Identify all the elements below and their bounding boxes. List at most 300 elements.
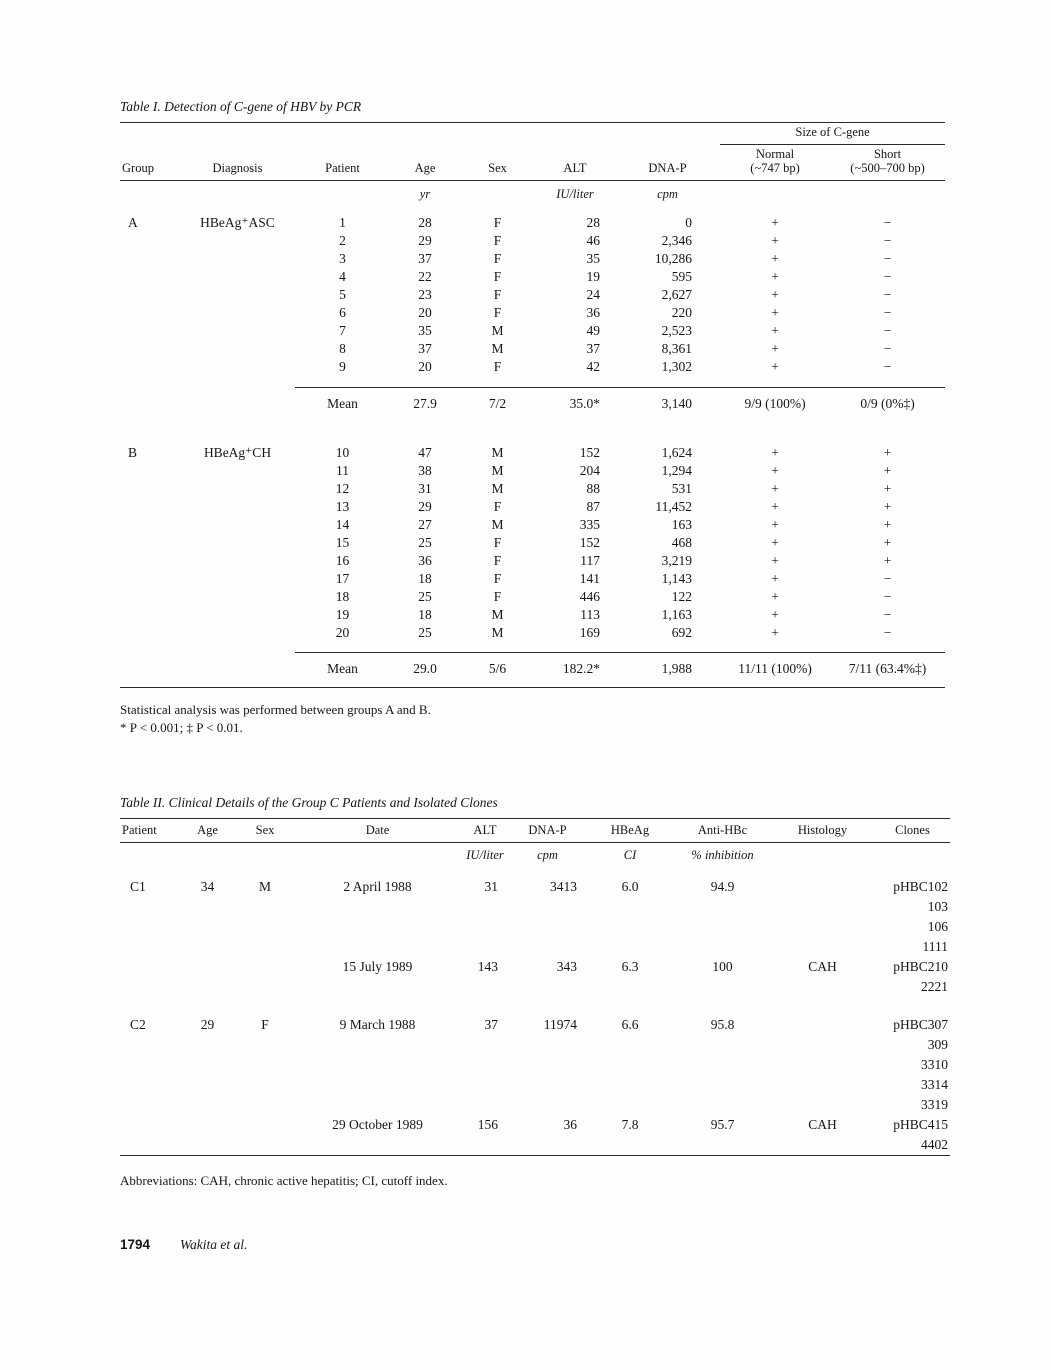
table-cell bbox=[180, 387, 295, 422]
table-cell bbox=[180, 304, 295, 322]
table1-units-row bbox=[120, 181, 945, 215]
table-cell: F bbox=[493, 570, 502, 586]
table-cell: 94.9 bbox=[710, 879, 735, 894]
table2-data-row bbox=[120, 1095, 950, 1115]
spacer-row bbox=[120, 376, 945, 387]
table-cell: − bbox=[883, 359, 892, 374]
table-cell: + bbox=[771, 341, 779, 356]
table1-data-row bbox=[120, 588, 945, 606]
col-age: Age bbox=[390, 145, 460, 181]
table2-data-row bbox=[120, 977, 950, 997]
table-cell bbox=[585, 1035, 675, 1055]
table-cell: F bbox=[493, 215, 502, 230]
table-cell: 1111 bbox=[922, 939, 948, 954]
col-short-line2: (~500–700 bp) bbox=[850, 161, 925, 175]
table-cell bbox=[180, 232, 295, 250]
table-cell: + bbox=[771, 624, 779, 640]
table-cell: F bbox=[493, 552, 502, 568]
table-cell: 27.9 bbox=[390, 387, 460, 422]
table1-body bbox=[120, 214, 945, 688]
table-cell bbox=[510, 1135, 585, 1156]
table-cell bbox=[120, 653, 180, 688]
table-cell: 18 bbox=[418, 606, 432, 622]
table-cell: F bbox=[493, 269, 502, 284]
table-cell bbox=[180, 957, 235, 977]
table-cell: 6 bbox=[339, 305, 346, 320]
table1-title: Table I. Detection of C-gene of HBV by PCR bbox=[120, 99, 362, 114]
table-cell: 0 bbox=[685, 215, 693, 230]
table-cell: 95.7 bbox=[710, 1117, 735, 1132]
col-sex: Sex bbox=[460, 145, 535, 181]
col2-dnap: DNA-P bbox=[510, 819, 585, 843]
table-cell: + bbox=[883, 480, 892, 496]
table-cell bbox=[180, 534, 295, 552]
table-cell bbox=[120, 387, 180, 422]
table-cell bbox=[180, 1075, 235, 1095]
table2-header-row bbox=[120, 819, 950, 843]
table1-data-row bbox=[120, 570, 945, 588]
table-cell: 182.2* bbox=[535, 653, 615, 688]
table-cell bbox=[120, 358, 180, 376]
size-of-cgene-header: Size of C-gene bbox=[720, 123, 945, 145]
table-cell: 16 bbox=[335, 552, 350, 568]
table-cell: 143 bbox=[477, 959, 498, 974]
table-cell bbox=[770, 1055, 875, 1075]
table-cell: + bbox=[771, 534, 779, 550]
table-cell: + bbox=[771, 444, 779, 460]
table-cell bbox=[295, 937, 460, 957]
table-cell bbox=[295, 1075, 460, 1095]
table-cell: 156 bbox=[477, 1117, 498, 1132]
table-cell: 595 bbox=[671, 269, 693, 284]
table-cell bbox=[180, 250, 295, 268]
table-cell bbox=[180, 588, 295, 606]
table-cell bbox=[770, 937, 875, 957]
table-cell: 11974 bbox=[543, 1017, 577, 1032]
table-cell bbox=[770, 897, 875, 917]
table-cell: 17 bbox=[335, 570, 350, 586]
col-alt: ALT bbox=[535, 145, 615, 181]
table-cell bbox=[180, 268, 295, 286]
table-cell: 23 bbox=[418, 287, 432, 302]
table-cell: 4402 bbox=[921, 1137, 948, 1152]
table-cell bbox=[120, 1035, 180, 1055]
table-cell: 19 bbox=[335, 606, 350, 622]
table-cell bbox=[180, 1035, 235, 1055]
table-cell: 88 bbox=[586, 480, 600, 496]
table-cell bbox=[295, 897, 460, 917]
table-cell: 31 bbox=[484, 879, 498, 894]
table-cell bbox=[770, 977, 875, 997]
table-cell: 9 March 1988 bbox=[339, 1017, 416, 1032]
table-cell: 152 bbox=[579, 444, 600, 460]
table-cell: F bbox=[261, 1017, 269, 1032]
table-cell: 9 bbox=[339, 359, 346, 374]
table-cell: 169 bbox=[579, 624, 600, 640]
table-cell bbox=[180, 358, 295, 376]
table-cell bbox=[120, 1095, 180, 1115]
table-cell: M bbox=[491, 606, 504, 622]
table-cell: F bbox=[493, 534, 502, 550]
col2-clones: Clones bbox=[875, 819, 950, 843]
table-cell: − bbox=[883, 233, 892, 248]
table-cell bbox=[770, 1015, 875, 1035]
table-cell bbox=[510, 1035, 585, 1055]
table-cell bbox=[770, 1075, 875, 1095]
table-cell bbox=[510, 937, 585, 957]
unit-alt: IU/liter bbox=[556, 187, 594, 201]
table-cell: 31 bbox=[418, 480, 432, 496]
table-cell bbox=[180, 286, 295, 304]
table-cell: 36 bbox=[563, 1117, 577, 1132]
unit2-hbeag: CI bbox=[623, 848, 637, 862]
table-cell: 3310 bbox=[921, 1057, 948, 1072]
table-cell: 37 bbox=[484, 1017, 498, 1032]
col2-antihbc: Anti-HBc bbox=[675, 819, 770, 843]
col-normal bbox=[720, 145, 830, 181]
table1-size-header-row bbox=[120, 123, 945, 145]
table1-header-row bbox=[120, 145, 945, 181]
table-cell bbox=[120, 322, 180, 340]
table-cell bbox=[120, 1075, 180, 1095]
table2-data-row bbox=[120, 917, 950, 937]
table-cell: M bbox=[491, 323, 504, 338]
table-cell: 20 bbox=[335, 624, 350, 640]
table-cell: pHBC102 bbox=[893, 879, 948, 894]
table-cell: + bbox=[883, 498, 892, 514]
table-cell: M bbox=[491, 462, 504, 478]
table-cell: 29 bbox=[200, 1017, 215, 1032]
table-cell: 42 bbox=[586, 359, 600, 374]
table-cell bbox=[460, 897, 510, 917]
table-cell bbox=[120, 480, 180, 498]
table-cell bbox=[460, 1035, 510, 1055]
table-cell: F bbox=[493, 287, 502, 302]
table-cell bbox=[585, 977, 675, 997]
table-cell: 204 bbox=[579, 462, 600, 478]
table-cell: 5/6 bbox=[460, 653, 535, 688]
table-cell: F bbox=[493, 498, 502, 514]
table-cell: 15 bbox=[335, 534, 350, 550]
table-cell: + bbox=[883, 444, 892, 460]
table-cell: 335 bbox=[579, 516, 600, 532]
table-cell: 4 bbox=[339, 269, 346, 284]
table-cell: B bbox=[128, 444, 138, 460]
table-cell: 6.6 bbox=[621, 1017, 639, 1032]
col-normal-line1: Normal bbox=[755, 147, 795, 161]
table-cell: + bbox=[883, 552, 892, 568]
table-cell: M bbox=[491, 624, 504, 640]
table-cell bbox=[120, 534, 180, 552]
table1-data-row bbox=[120, 214, 945, 232]
table-cell bbox=[235, 1055, 295, 1075]
table-cell: 2,627 bbox=[661, 287, 693, 302]
table-cell bbox=[180, 552, 295, 570]
table-cell bbox=[510, 897, 585, 917]
table-cell bbox=[675, 917, 770, 937]
table-cell bbox=[120, 588, 180, 606]
page-footer bbox=[120, 1236, 950, 1254]
table-cell bbox=[510, 1095, 585, 1115]
table1-data-row bbox=[120, 286, 945, 304]
table-cell: CAH bbox=[808, 1117, 837, 1132]
table-cell: 1,294 bbox=[661, 462, 693, 478]
page-content bbox=[120, 0, 950, 1254]
table2-title: Table II. Clinical Details of the Group C Patients and Isolated Clones bbox=[120, 795, 498, 810]
table-cell bbox=[120, 897, 180, 917]
table-cell: 106 bbox=[927, 919, 948, 934]
table-cell: 531 bbox=[671, 480, 693, 496]
table-cell: 141 bbox=[579, 570, 600, 586]
table-cell: − bbox=[883, 588, 892, 604]
table-cell: 12 bbox=[335, 480, 350, 496]
table-cell: 25 bbox=[418, 588, 432, 604]
table-cell: + bbox=[771, 588, 779, 604]
table-cell: 11,452 bbox=[655, 498, 693, 514]
table-cell: 10,286 bbox=[654, 251, 693, 266]
col2-date: Date bbox=[295, 819, 460, 843]
table-cell: 35 bbox=[418, 323, 432, 338]
table2-data-row bbox=[120, 957, 950, 977]
table-cell bbox=[180, 340, 295, 358]
table-cell: 0/9 (0%‡) bbox=[830, 387, 945, 422]
table-cell: 95.8 bbox=[710, 1017, 735, 1032]
table-cell bbox=[675, 1095, 770, 1115]
table-cell bbox=[120, 268, 180, 286]
table-cell: + bbox=[771, 251, 779, 266]
table-cell bbox=[295, 1035, 460, 1055]
table-cell: 38 bbox=[418, 462, 432, 478]
table-cell: 29 bbox=[418, 498, 432, 514]
table-cell: 29 October 1989 bbox=[332, 1117, 423, 1132]
table1-data-row bbox=[120, 444, 945, 462]
table-cell: − bbox=[883, 323, 892, 338]
table-cell: 25 bbox=[418, 624, 432, 640]
table-cell bbox=[675, 937, 770, 957]
table-cell: 20 bbox=[418, 359, 432, 374]
table-cell: + bbox=[883, 462, 892, 478]
table-cell: 1 bbox=[339, 215, 346, 230]
col2-hbeag: HBeAg bbox=[585, 819, 675, 843]
table-cell: 3 bbox=[339, 251, 346, 266]
table-cell: 18 bbox=[418, 570, 432, 586]
table-cell: + bbox=[771, 287, 779, 302]
table-cell: 309 bbox=[927, 1037, 948, 1052]
table-cell: − bbox=[883, 305, 892, 320]
table-cell: M bbox=[491, 516, 504, 532]
table-cell: 2221 bbox=[921, 979, 948, 994]
table-cell: + bbox=[771, 215, 779, 230]
footnote-pvalues: * P < 0.001; ‡ P < 0.01. bbox=[120, 720, 243, 735]
table-cell: 6.0 bbox=[621, 879, 639, 894]
table-cell: 20 bbox=[418, 305, 432, 320]
table-cell bbox=[675, 1075, 770, 1095]
table-cell bbox=[180, 897, 235, 917]
table-cell bbox=[120, 462, 180, 480]
table1-data-row bbox=[120, 304, 945, 322]
table-cell bbox=[120, 552, 180, 570]
table-cell bbox=[120, 917, 180, 937]
table-cell bbox=[120, 957, 180, 977]
table-cell bbox=[120, 250, 180, 268]
table1-data-row bbox=[120, 358, 945, 376]
table-cell: + bbox=[771, 462, 779, 478]
table-cell: M bbox=[491, 444, 504, 460]
table-cell: 46 bbox=[586, 233, 600, 248]
footnote-statistical: Statistical analysis was performed between groups A and B. bbox=[120, 702, 431, 717]
table-cell: HBeAg⁺ASC bbox=[200, 215, 275, 230]
table-cell: + bbox=[883, 516, 892, 532]
table-cell bbox=[295, 1055, 460, 1075]
table-cell: 49 bbox=[586, 323, 600, 338]
table-cell: 9/9 (100%) bbox=[720, 387, 830, 422]
table-cell bbox=[120, 232, 180, 250]
table-cell: 47 bbox=[418, 444, 432, 460]
table1-data-row bbox=[120, 534, 945, 552]
table-cell: 27 bbox=[418, 516, 432, 532]
table-cell: 2 April 1988 bbox=[343, 879, 412, 894]
table-cell: 11 bbox=[336, 462, 349, 478]
table-cell bbox=[120, 570, 180, 588]
table-cell bbox=[235, 1035, 295, 1055]
table-cell bbox=[180, 917, 235, 937]
table-cell bbox=[180, 498, 295, 516]
table-cell: 28 bbox=[586, 215, 600, 230]
table-cell: 36 bbox=[418, 552, 432, 568]
table-cell: 7/2 bbox=[460, 387, 535, 422]
col2-age: Age bbox=[180, 819, 235, 843]
table-cell bbox=[460, 977, 510, 997]
table-cell: 10 bbox=[335, 444, 350, 460]
table-cell: + bbox=[771, 570, 779, 586]
table1-data-row bbox=[120, 462, 945, 480]
table-cell: 14 bbox=[335, 516, 350, 532]
table-cell bbox=[460, 1075, 510, 1095]
table-cell bbox=[235, 977, 295, 997]
table-cell: 3413 bbox=[550, 879, 577, 894]
table-cell: A bbox=[128, 215, 138, 230]
spacer-row bbox=[120, 422, 945, 444]
col-patient: Patient bbox=[295, 145, 390, 181]
table-cell bbox=[585, 1055, 675, 1075]
table-cell bbox=[120, 624, 180, 642]
table1-data-row bbox=[120, 624, 945, 642]
table-cell bbox=[770, 1135, 875, 1156]
table-cell bbox=[235, 1135, 295, 1156]
table-cell bbox=[120, 1115, 180, 1135]
table-cell bbox=[180, 1095, 235, 1115]
table-cell bbox=[585, 1095, 675, 1115]
table-cell: 13 bbox=[335, 498, 350, 514]
table-cell: 117 bbox=[580, 552, 600, 568]
table1-data-row bbox=[120, 498, 945, 516]
table-cell: − bbox=[883, 215, 892, 230]
table-cell bbox=[120, 516, 180, 534]
table-cell bbox=[235, 897, 295, 917]
table-cell bbox=[120, 1135, 180, 1156]
col-group: Group bbox=[120, 145, 180, 181]
table-cell: M bbox=[491, 341, 504, 356]
table-cell bbox=[460, 1055, 510, 1075]
table-cell bbox=[510, 1055, 585, 1075]
table-cell: 343 bbox=[556, 959, 577, 974]
table-cell: 28 bbox=[418, 215, 432, 230]
table-cell: + bbox=[771, 323, 779, 338]
table-cell: 6.3 bbox=[621, 959, 639, 974]
table-cell bbox=[120, 304, 180, 322]
table-cell bbox=[675, 1135, 770, 1156]
table-cell bbox=[180, 516, 295, 534]
table-cell: 29.0 bbox=[390, 653, 460, 688]
spacer-row bbox=[120, 642, 945, 653]
col-short-line1: Short bbox=[873, 147, 902, 161]
table-cell: pHBC415 bbox=[893, 1117, 948, 1132]
table-cell: 7 bbox=[339, 323, 346, 338]
table-cell: 18 bbox=[335, 588, 350, 604]
table-cell: HBeAg⁺CH bbox=[203, 444, 272, 460]
table-cell: F bbox=[493, 233, 502, 248]
unit2-dnap: cpm bbox=[537, 848, 558, 862]
table-cell bbox=[180, 1115, 235, 1135]
table2-data-row bbox=[120, 1035, 950, 1055]
table-cell: + bbox=[883, 534, 892, 550]
table-cell: M bbox=[491, 480, 504, 496]
table-cell bbox=[585, 897, 675, 917]
table1-data-row bbox=[120, 606, 945, 624]
table-cell: + bbox=[771, 498, 779, 514]
table-cell: Mean bbox=[295, 387, 390, 422]
table-cell bbox=[180, 653, 295, 688]
table2-units-row bbox=[120, 843, 950, 878]
table-cell bbox=[235, 917, 295, 937]
table-cell bbox=[295, 977, 460, 997]
table-cell: + bbox=[771, 359, 779, 374]
table2-data-row bbox=[120, 1115, 950, 1135]
table1-data-row bbox=[120, 480, 945, 498]
table-cell bbox=[295, 917, 460, 937]
table-cell: 19 bbox=[586, 269, 600, 284]
table2-data-row bbox=[120, 877, 950, 897]
table-cell: F bbox=[493, 588, 502, 604]
table-cell bbox=[295, 1135, 460, 1156]
col2-patient: Patient bbox=[120, 819, 180, 843]
unit2-alt: IU/liter bbox=[466, 848, 504, 862]
col-short bbox=[830, 145, 945, 181]
table-cell: − bbox=[883, 341, 892, 356]
table-cell: + bbox=[771, 233, 779, 248]
table-cell: − bbox=[883, 606, 892, 622]
table-cell: 7.8 bbox=[621, 1117, 639, 1132]
table1-data-row bbox=[120, 322, 945, 340]
table1-data-row bbox=[120, 232, 945, 250]
table-cell: 100 bbox=[712, 959, 733, 974]
table-cell bbox=[180, 937, 235, 957]
table-cell: + bbox=[771, 305, 779, 320]
table-cell: 122 bbox=[671, 588, 693, 604]
table1-mean-row bbox=[120, 653, 945, 688]
table-cell: + bbox=[771, 480, 779, 496]
table-cell: 1,302 bbox=[661, 359, 693, 374]
table-cell: 3314 bbox=[921, 1077, 948, 1092]
unit-age: yr bbox=[419, 187, 431, 201]
table-cell bbox=[460, 937, 510, 957]
table2 bbox=[120, 818, 950, 1156]
table-cell bbox=[235, 937, 295, 957]
col-normal-line2: (~747 bp) bbox=[750, 161, 800, 175]
table-cell bbox=[675, 977, 770, 997]
table-cell: 29 bbox=[418, 233, 432, 248]
table-cell: + bbox=[771, 552, 779, 568]
